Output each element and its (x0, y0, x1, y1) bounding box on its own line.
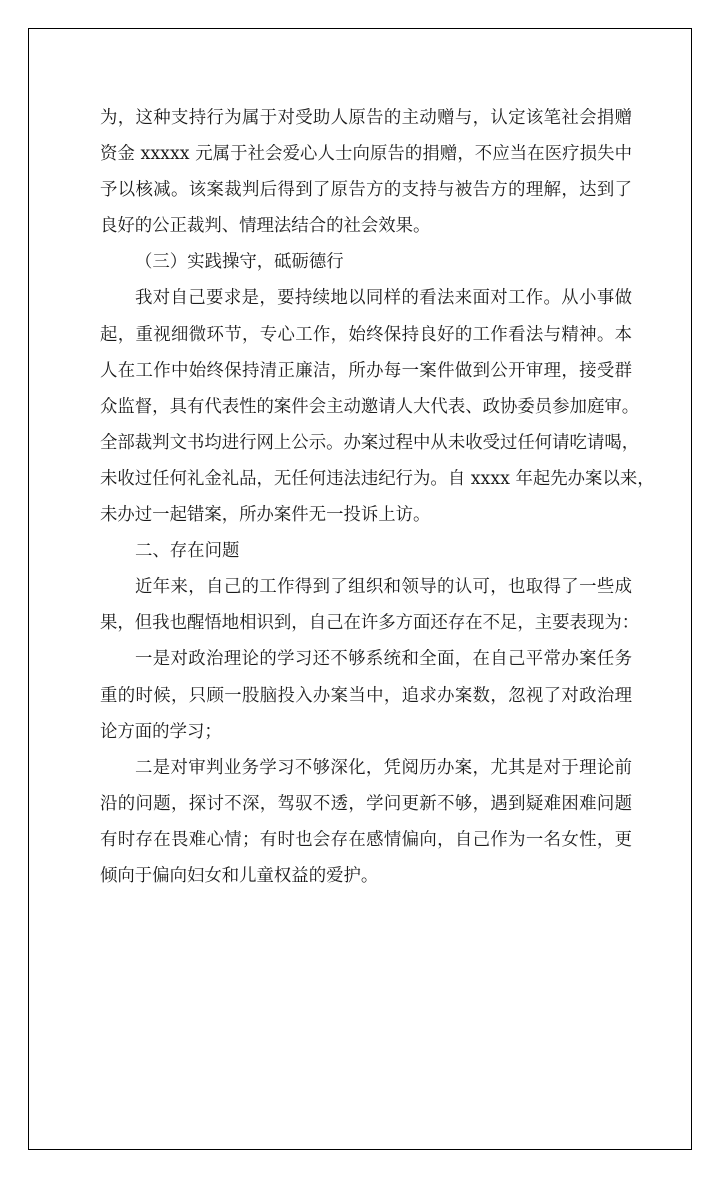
section-heading-practice: （三）实践操守，砥砺德行 (135, 252, 344, 273)
text-line: 全部裁判文书均进行网上公示。办案过程中从未收受过任何请吃请喝， (100, 432, 640, 453)
text-line: 二是对审判业务学习不够深化，凭阅历办案，尤其是对于理论前 (135, 757, 632, 778)
text-line: 起，重视细微环节，专心工作，始终保持良好的工作看法与精神。本 (100, 324, 632, 345)
document-body (100, 100, 655, 894)
text-line: 未收过任何礼金礼品，无任何违法违纪行为。自 xxxx 年起先办案以来， (100, 468, 655, 489)
text-line: 资金 xxxxx 元属于社会爱心人士向原告的捐赠，不应当在医疗损失中 (100, 144, 632, 165)
text-line: 众监督，具有代表性的案件会主动邀请人大代表、政协委员参加庭审。 (100, 396, 640, 417)
text-line: 人在工作中始终保持清正廉洁，所办每一案件做到公开审理，接受群 (100, 360, 632, 381)
text-line: 有时存在畏难心情；有时也会存在感情偏向，自己作为一名女性，更 (100, 829, 632, 850)
text-line: 为，这种支持行为属于对受助人原告的主动赠与，认定该笔社会捐赠 (100, 108, 632, 128)
text-line: 近年来，自己的工作得到了组织和领导的认可，也取得了一些成 (135, 577, 632, 598)
text-line: 良好的公正裁判、情理法结合的社会效果。 (100, 216, 431, 237)
text-line: 倾向于偏向妇女和儿童权益的爱护。 (100, 865, 379, 886)
text-line: 果，但我也醒悟地相识到，自己在许多方面还存在不足，主要表现为： (100, 613, 640, 634)
text-line: 重的时候，只顾一股脑投入办案当中，追求办案数，忽视了对政治理 (100, 685, 632, 706)
text-line: 沿的问题，探讨不深，驾驭不透，学问更新不够，遇到疑难困难问题 (100, 793, 632, 814)
section-heading-problems: 二、存在问题 (135, 541, 240, 562)
text-line: 未办过一起错案，所办案件无一投诉上访。 (100, 505, 431, 526)
text-line: 予以核减。该案裁判后得到了原告方的支持与被告方的理解，达到了 (100, 180, 632, 201)
text-line: 我对自己要求是，要持续地以同样的看法来面对工作。从小事做 (135, 288, 632, 309)
text-line: 论方面的学习； (100, 721, 222, 742)
text-line: 一是对政治理论的学习还不够系统和全面，在自己平常办案任务 (135, 649, 632, 670)
